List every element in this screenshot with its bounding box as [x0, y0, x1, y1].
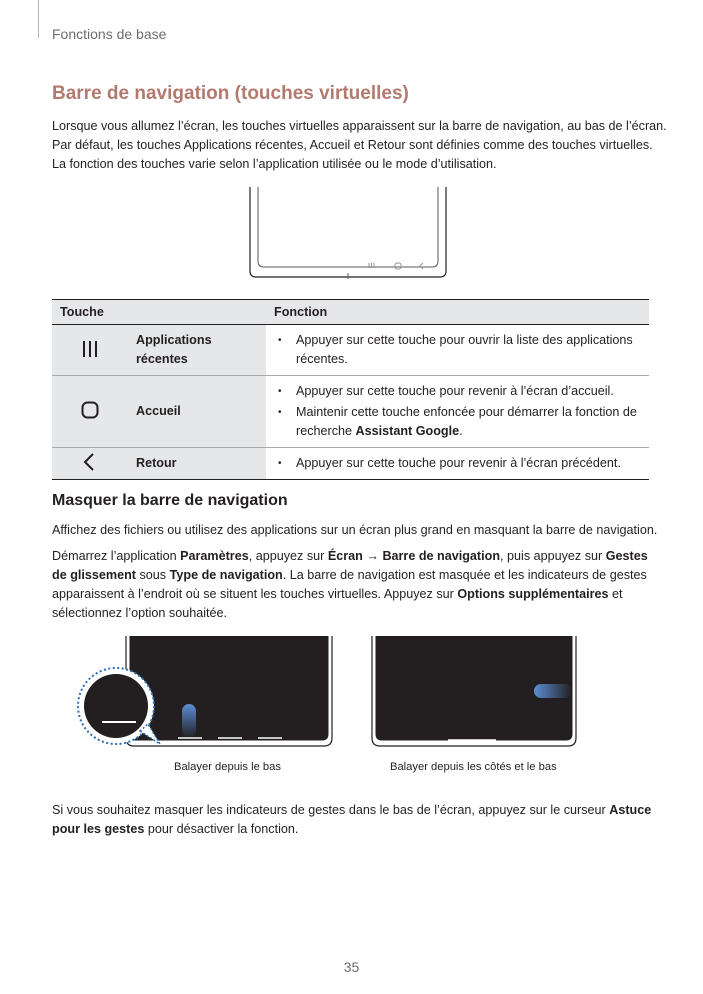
table-row — [52, 376, 649, 448]
page-header: Fonctions de base — [52, 26, 167, 42]
table-row — [52, 325, 649, 376]
paragraph-line: Affichez des fichiers ou utilisez des applications sur un écran plus grand en masquant la barre de navigation. — [52, 523, 658, 537]
key-function — [266, 448, 649, 480]
caption-swipe-bottom: Balayer depuis le bas — [174, 761, 281, 773]
section-title: Barre de navigation (touches virtuelles) — [52, 83, 409, 104]
page-number: 35 — [343, 959, 360, 975]
paragraph-line: apparaissent à l’endroit où se situent les touches virtuelles. Appuyez sur Options supplémentaires et — [52, 587, 623, 601]
keys-table — [52, 299, 649, 480]
paragraph-line: de glissement sous Type de navigation. La barre de navigation est masquée et les indicateurs de gestes — [52, 568, 647, 582]
key-name-line: Applications — [136, 333, 212, 347]
nav-back-icon — [420, 263, 423, 269]
function-bullet — [274, 403, 641, 441]
paragraph-line: pour les gestes pour désactiver la fonction. — [52, 822, 299, 836]
key-function — [266, 376, 649, 448]
table-row — [52, 448, 649, 480]
paragraph-line: Démarrez l’application Paramètres, appuyez sur Écran → Barre de navigation, puis appuyez sur Gestes — [52, 549, 648, 563]
bullet-text: recherche — [296, 424, 356, 438]
key-name-line: récentes — [136, 352, 188, 366]
bullet-text: Appuyer sur cette touche pour ouvrir la liste des applications — [296, 333, 633, 347]
header-rule — [38, 0, 39, 38]
bullet-text: Maintenir cette touche enfoncée pour démarrer la fonction de — [296, 405, 637, 419]
subsection-heading: Masquer la barre de navigation — [52, 492, 288, 509]
function-bullet: • Appuyer sur cette touche pour revenir à l’écran d’accueil. — [274, 382, 641, 401]
intro-line: Lorsque vous allumez l’écran, les touches virtuelles apparaissent sur la barre de navigation, au bas de l’écran. — [52, 119, 667, 133]
home-icon — [80, 400, 100, 420]
bullet-bold: Assistant Google — [355, 424, 460, 438]
function-bullet — [274, 331, 641, 369]
intro-paragraph — [52, 117, 667, 174]
hide-nav-instructions — [52, 547, 652, 623]
key-name: Accueil — [128, 376, 266, 448]
function-bullet: • Appuyer sur cette touche pour revenir à l’écran précédent. — [274, 454, 641, 473]
back-icon — [80, 452, 100, 472]
key-name: Retour — [128, 448, 266, 480]
bullet-text: récentes. — [296, 352, 348, 366]
phone-navigation-bar-illustration — [248, 187, 448, 279]
hint-paragraph — [52, 801, 652, 839]
swipe-gesture-indicator — [534, 684, 572, 698]
table-header-key: Touche — [52, 300, 266, 325]
swipe-from-bottom-illustration — [74, 636, 334, 748]
hide-nav-intro — [52, 521, 658, 540]
recent-apps-icon — [80, 339, 100, 359]
caption-swipe-sides: Balayer depuis les côtés et le bas — [390, 761, 557, 773]
key-function — [266, 325, 649, 376]
paragraph-line: Si vous souhaitez masquer les indicateurs de gestes dans le bas de l’écran, appuyez sur le curseur Astuce — [52, 803, 652, 817]
swipe-gesture-indicator — [182, 704, 196, 738]
intro-line: Par défaut, les touches Applications récentes, Accueil et Retour sont définies comme des touches virtuelles. — [52, 138, 653, 152]
nav-home-icon — [395, 263, 401, 269]
table-header-function: Fonction — [266, 300, 649, 325]
swipe-from-sides-illustration — [370, 636, 580, 748]
table-header-row — [52, 300, 649, 325]
paragraph-line: sélectionnez l’option souhaitée. — [52, 606, 228, 620]
intro-line: La fonction des touches varie selon l’application utilisée ou le mode d’utilisation. — [52, 157, 497, 171]
bullet-text: . — [459, 424, 463, 438]
key-name — [128, 325, 266, 376]
